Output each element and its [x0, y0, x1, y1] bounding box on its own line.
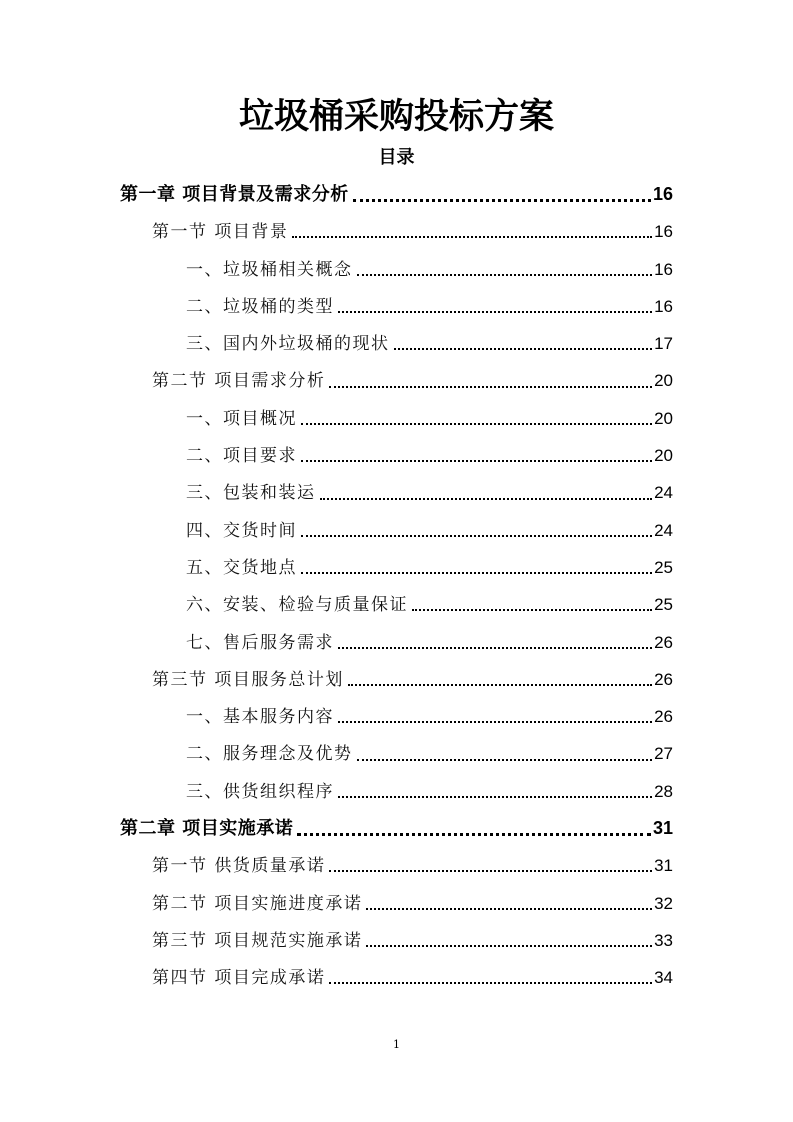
- toc-entry-label: 四、交货时间: [186, 520, 297, 541]
- toc-entry-label: 二、服务理念及优势: [186, 744, 353, 765]
- toc-entry-label: 第三节 项目服务总计划: [152, 669, 344, 690]
- toc-entry-subsection[interactable]: [120, 437, 673, 474]
- toc-entry-label: 第二章 项目实施承诺: [120, 818, 294, 840]
- toc-entry-page: 34: [654, 968, 673, 988]
- toc-entry-page: 20: [654, 446, 673, 466]
- toc-entry-label: 一、项目概况: [186, 408, 297, 429]
- toc-entry-label: 五、交货地点: [186, 557, 297, 578]
- toc-entry-page: 16: [654, 296, 673, 316]
- toc-entry-page: 20: [654, 371, 673, 391]
- toc-entry-page: 20: [654, 408, 673, 428]
- toc-entry-page: 24: [654, 483, 673, 503]
- dot-leader: [338, 785, 652, 802]
- toc-entry-page: 17: [654, 334, 673, 354]
- toc-entry-section[interactable]: [120, 922, 673, 959]
- dot-leader: [301, 412, 652, 429]
- toc-entry-section[interactable]: [120, 362, 673, 399]
- dot-leader: [338, 300, 652, 317]
- toc-entry-page: 16: [654, 222, 673, 242]
- dot-leader: [338, 636, 652, 653]
- toc-entry-label: 第一章 项目背景及需求分析: [120, 184, 349, 205]
- toc-entry-page: 33: [654, 930, 673, 950]
- toc-entry-subsection[interactable]: [120, 624, 673, 661]
- toc-entry-page: 32: [654, 893, 673, 913]
- toc-entry-page: 31: [654, 856, 673, 876]
- toc-entry-label: 七、售后服务需求: [186, 632, 334, 653]
- dot-leader: [366, 897, 652, 914]
- toc-entry-page: 28: [654, 781, 673, 801]
- toc-entry-page: 26: [654, 632, 673, 652]
- dot-leader: [297, 822, 651, 840]
- dot-leader: [412, 598, 652, 615]
- toc-entry-section[interactable]: [120, 661, 673, 698]
- dot-leader: [292, 225, 652, 242]
- toc-entry-chapter[interactable]: [120, 176, 673, 213]
- toc-entry-label: 第三节 项目规范实施承诺: [152, 930, 363, 951]
- dot-leader: [357, 748, 653, 765]
- toc-entry-label: 第二节 项目实施进度承诺: [152, 893, 363, 914]
- toc-entry-page: 31: [652, 818, 673, 839]
- toc-entry-label: 第一节 供货质量承诺: [152, 856, 326, 877]
- toc-heading: 目录: [378, 147, 415, 168]
- dot-leader: [357, 263, 653, 280]
- toc-entry-subsection[interactable]: [120, 698, 673, 735]
- toc-entry-label: 三、包装和装运: [186, 483, 316, 504]
- toc-entry-page: 25: [654, 595, 673, 615]
- dot-leader: [301, 524, 652, 541]
- dot-leader: [338, 710, 652, 727]
- dot-leader: [320, 487, 653, 504]
- toc-entry-page: 16: [654, 259, 673, 279]
- toc-entry-label: 三、供货组织程序: [186, 781, 334, 802]
- toc-entry-chapter[interactable]: [120, 810, 673, 847]
- dot-leader: [353, 188, 651, 206]
- document-title: 垃圾桶采购投标方案: [238, 96, 554, 137]
- page-number: 1: [393, 1038, 400, 1051]
- toc-entry-section[interactable]: [120, 213, 673, 250]
- toc-entry-subsection[interactable]: [120, 549, 673, 586]
- dot-leader: [366, 934, 652, 951]
- toc-entry-label: 一、基本服务内容: [186, 707, 334, 728]
- toc-entry-subsection[interactable]: [120, 400, 673, 437]
- toc-entry-label: 第四节 项目完成承诺: [152, 968, 326, 989]
- toc-entry-section[interactable]: [120, 847, 673, 884]
- dot-leader: [348, 673, 652, 690]
- dot-leader: [301, 449, 652, 466]
- toc-entry-subsection[interactable]: [120, 251, 673, 288]
- toc-entry-section[interactable]: [120, 959, 673, 996]
- toc-entry-label: 二、垃圾桶的类型: [186, 296, 334, 317]
- dot-leader: [329, 375, 652, 392]
- toc-entry-page: 27: [654, 744, 673, 764]
- toc-entry-section[interactable]: [120, 885, 673, 922]
- dot-leader: [329, 971, 652, 988]
- toc-entry-label: 二、项目要求: [186, 446, 297, 467]
- toc-entry-subsection[interactable]: [120, 512, 673, 549]
- dot-leader: [329, 859, 652, 876]
- toc-entry-page: 16: [652, 184, 673, 204]
- toc-entry-subsection[interactable]: [120, 474, 673, 511]
- toc-entry-subsection[interactable]: [120, 586, 673, 623]
- toc-entry-subsection[interactable]: [120, 288, 673, 325]
- toc-entry-label: 第一节 项目背景: [152, 222, 289, 243]
- toc-entry-subsection[interactable]: [120, 773, 673, 810]
- table-of-contents: [120, 176, 673, 997]
- toc-entry-subsection[interactable]: [120, 325, 673, 362]
- toc-entry-subsection[interactable]: [120, 735, 673, 772]
- toc-entry-label: 第二节 项目需求分析: [152, 371, 326, 392]
- toc-entry-label: 三、国内外垃圾桶的现状: [186, 334, 390, 355]
- toc-entry-label: 一、垃圾桶相关概念: [186, 259, 353, 280]
- toc-entry-page: 25: [654, 557, 673, 577]
- dot-leader: [394, 337, 653, 354]
- toc-entry-label: 六、安装、检验与质量保证: [186, 595, 408, 616]
- dot-leader: [301, 561, 652, 578]
- toc-entry-page: 26: [654, 707, 673, 727]
- toc-entry-page: 24: [654, 520, 673, 540]
- toc-entry-page: 26: [654, 669, 673, 689]
